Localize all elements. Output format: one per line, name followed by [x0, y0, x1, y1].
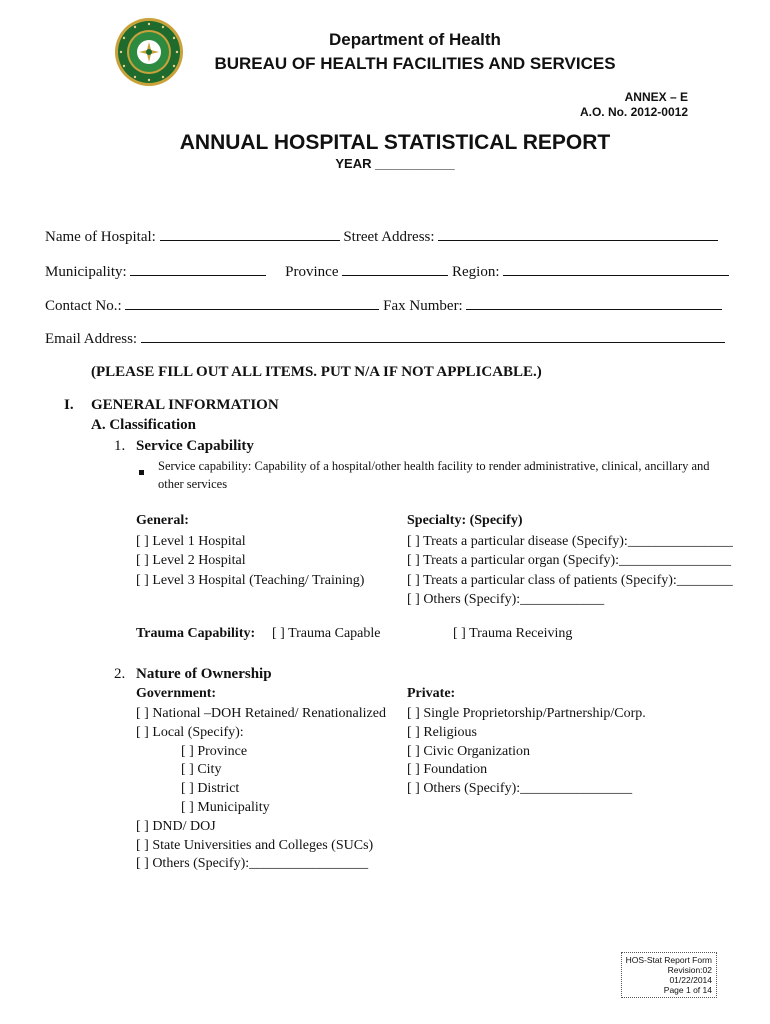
annex-label: ANNEX – E — [624, 90, 688, 104]
trauma-label: Trauma Capability: — [136, 626, 256, 641]
footer-form-name: HOS-Stat Report Form — [625, 955, 712, 965]
footer-page: Page 1 of 14 — [663, 985, 712, 995]
region-label: Region: — [452, 264, 500, 280]
option-level-2[interactable]: [ ] Level 2 Hospital — [136, 553, 246, 569]
option-specialty-others[interactable]: [ ] Others (Specify):____________ — [407, 591, 605, 607]
option-province[interactable]: [ ] Province — [181, 743, 248, 759]
option-level-3[interactable]: [ ] Level 3 Hospital (Teaching/ Training) — [136, 572, 365, 588]
fax-number-label: Fax Number: — [383, 298, 463, 314]
specialty-options — [407, 532, 733, 609]
option-national-doh[interactable]: [ ] National –DOH Retained/ Renationalized — [136, 706, 386, 721]
option-city[interactable]: [ ] City — [181, 762, 222, 778]
private-label: Private: — [407, 686, 456, 701]
option-foundation[interactable]: [ ] Foundation — [407, 762, 488, 778]
location-fields[interactable] — [45, 260, 729, 281]
contact-no-label: Contact No.: — [45, 298, 122, 314]
year-field[interactable]: YEAR ___________ — [335, 156, 455, 171]
general-options — [136, 532, 364, 590]
street-address-input[interactable] — [438, 225, 718, 241]
email-label: Email Address: — [45, 331, 138, 347]
footer-date: 01/22/2014 — [669, 975, 712, 985]
bullet-icon — [139, 462, 144, 480]
option-trauma-receiving[interactable]: [ ] Trauma Receiving — [453, 626, 573, 641]
item-number-2: 2. — [114, 666, 126, 682]
option-specialty-patients[interactable]: [ ] Treats a particular class of patients (Specify):________ — [407, 572, 733, 588]
option-specialty-organ[interactable]: [ ] Treats a particular organ (Specify):________________ — [407, 553, 732, 569]
option-private-others[interactable]: [ ] Others (Specify):________________ — [407, 781, 633, 797]
hospital-name-label: Name of Hospital: — [45, 229, 156, 245]
municipality-input[interactable] — [130, 260, 266, 276]
item-number-1: 1. — [114, 438, 126, 454]
option-local[interactable]: [ ] Local (Specify): — [136, 724, 244, 740]
item-title-service-capability: Service Capability — [136, 438, 254, 454]
option-trauma-capable[interactable]: [ ] Trauma Capable — [272, 626, 381, 641]
doh-seal-logo — [114, 17, 184, 87]
annex-block — [580, 90, 688, 120]
option-dnd-doj[interactable]: [ ] DND/ DOJ — [136, 818, 216, 834]
option-specialty-disease[interactable]: [ ] Treats a particular disease (Specify):_______________ — [407, 534, 733, 549]
option-sucs[interactable]: [ ] State Universities and Colleges (SUCs) — [136, 837, 374, 853]
report-title: ANNUAL HOSPITAL STATISTICAL REPORT — [179, 131, 611, 154]
section-number: I. — [64, 397, 74, 413]
option-district[interactable]: [ ] District — [181, 781, 240, 797]
hospital-name-field[interactable] — [45, 225, 718, 246]
government-label: Government: — [136, 686, 217, 701]
fax-number-input[interactable] — [466, 294, 722, 310]
option-civic-organization[interactable]: [ ] Civic Organization — [407, 743, 530, 759]
specialty-label: Specialty: (Specify) — [407, 513, 523, 528]
footer-form-info — [621, 952, 717, 998]
hospital-name-input[interactable] — [160, 225, 340, 241]
item-title-ownership: Nature of Ownership — [136, 666, 272, 682]
email-field[interactable] — [45, 327, 725, 348]
department-name: Department of Health — [329, 30, 501, 49]
ao-number: A.O. No. 2012-0012 — [579, 105, 688, 119]
option-single-proprietorship[interactable]: [ ] Single Proprietorship/Partnership/Corp. — [407, 706, 646, 721]
subsection-classification: A. Classification — [91, 417, 196, 433]
province-input[interactable] — [342, 260, 448, 276]
province-label: Province — [285, 264, 339, 280]
general-label: General: — [136, 513, 189, 528]
street-address-label: Street Address: — [343, 229, 435, 245]
contact-fields[interactable] — [45, 294, 722, 315]
municipality-label: Municipality: — [45, 264, 127, 280]
option-level-1[interactable]: [ ] Level 1 Hospital — [136, 534, 246, 549]
option-religious[interactable]: [ ] Religious — [407, 724, 477, 740]
service-capability-note: Service capability: Capability of a hospital/other health facility to render administrative, clinical, ancillary and other services — [158, 459, 710, 491]
option-government-others[interactable]: [ ] Others (Specify):_________________ — [136, 856, 369, 872]
contact-no-input[interactable] — [125, 294, 379, 310]
instruction-text: (PLEASE FILL OUT ALL ITEMS. PUT N/A IF NOT APPLICABLE.) — [91, 364, 542, 380]
bureau-name: BUREAU OF HEALTH FACILITIES AND SERVICES — [214, 54, 616, 73]
private-options — [407, 705, 646, 799]
footer-revision: Revision:02 — [667, 965, 712, 975]
email-input[interactable] — [141, 327, 725, 343]
section-title: GENERAL INFORMATION — [91, 397, 279, 413]
government-options — [136, 705, 386, 874]
option-municipality[interactable]: [ ] Municipality — [181, 799, 270, 815]
region-input[interactable] — [503, 260, 729, 276]
